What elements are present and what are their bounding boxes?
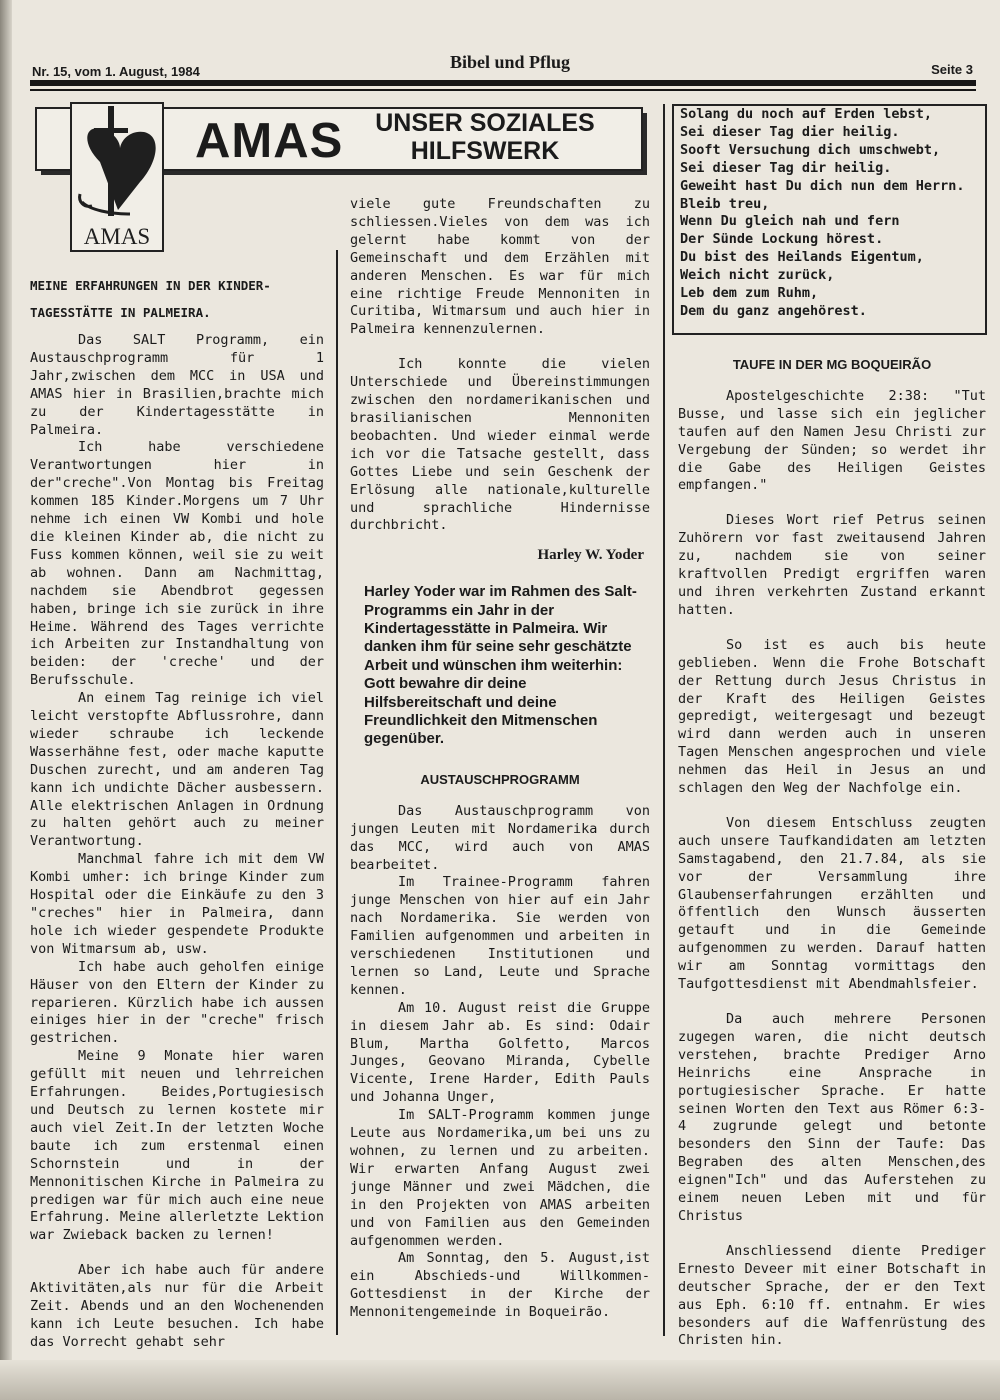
poem [680,106,985,321]
paragraph: Meine 9 Monate hier waren gefüllt mit neuen und lehrreichen Erfahrungen. Beides,Portugiesisch und Deutsch zu lernen kostete mir auch viel Zeit.In der letzten Woche baute ich zum erstenmal einen Schornstein und in der Mennonitischen Kirche in Palmeira zu predigen war für mich auch eine neue Erfahrung. Meine allerletzte Lektion war Zwieback backen zu lernen! [30,1048,324,1244]
column-3 [678,356,986,1350]
paragraph: Von diesem Entschluss zeugten auch unsere Taufkandidaten am letzten Samstagabend, den 21.7.84, als sie vor der Versammlung ihre Glaubenserfahrungen erzählten und öffentlich den Wunsch äusserten getauft und in die Gemeinde aufgenommen zu werden. Darauf hatten wir am Sonntag vormittags den Taufgottesdienst mit Abendmahlsfeier. [678,814,986,993]
header-rule-thick [30,80,976,86]
author-signature: Harley W. Yoder [537,547,644,564]
section-heading: TAUFE IN DER MG BOQUEIRÃO [732,357,932,372]
paragraph: Anschliessend diente Prediger Ernesto Deveer mit einer Botschaft in deutscher Sprache, der er den Text aus Eph. 6:10 ff. entnahm. Er wies besonders auf die Waffenrüstung des Christen hin. [678,1242,986,1349]
column-1 [30,272,324,1352]
paragraph: Ich habe verschiedene Verantwortungen hier in der"creche".Von Montag bis Freitag kommen 185 Kinder.Morgens um 7 Uhr nehme ich einen VW Kombi und hole die kleinen Kinder ab, die nicht zu Fuss kommen können, weil sie zu weit ab wohnen. Dann am Nachmittag, nachdem sie Abendbrot gegessen haben, bringe ich sie zurück in ihre Heime. Während des Tages verrichte ich Arbeiten zur Instandhaltung von beiden: der 'creche' und der Berufsschule. [30,439,324,689]
paragraph: Ich konnte die vielen Unterschiede und Übereinstimmungen zwischen den nordamerikanischen und brasilianischen Mennoniten beobachten. Und wieder einmal werde ich vor die Tatsache gestellt, dass Gottes Liebe und sein Geschenk der Erlösung alle nationale,kulturelle und sprachliche Hindernisse durchbricht. [350,356,650,534]
poem-line: Weich nicht zurück, [680,267,835,284]
editor-note: Harley Yoder war im Rahmen des Salt-Programms ein Jahr in der Kindertagesstätte in Palmeira. Wir danken ihm für seine sehr geschätzte Arbeit und wünschen ihm weiterhin: Gott bewahre dir deine Hilfsbereitschaft und deine Freundlichkeit den Mitmenschen gegenüber. [364,583,637,748]
issue-info: Nr. 15, vom 1. August, 1984 [32,64,200,79]
paragraph: Dieses Wort rief Petrus seinen Zuhörern vor fast zweitausend Jahren zu, nachdem sie von seiner kraftvollen Predigt ergriffen waren und ihren verkehrten Zustand erkannt hatten. [678,512,986,618]
paragraph: Das SALT Programm, ein Austauschprogramm für 1 Jahr,zwischen dem MCC in USA und AMAS hier in Brasilien,brachte mich zu der Kindertagesstätte in Palmeira. [30,332,324,438]
paragraph: Aber ich habe auch für andere Aktivitäten,als nur für die Arbeit Zeit. Abends und an den Wochenenden kann ich Leute besuchen. Ich habe das Vorrecht gehabt sehr [30,1262,324,1350]
article-heading-line-2: TAGESSTÄTTE IN PALMEIRA. [30,305,211,320]
header-rule-thin [30,89,976,91]
poem-line: Geweiht hast Du dich nun dem Herrn. [680,177,965,194]
column-divider-1 [336,250,338,1335]
page-number: Seite 3 [931,62,973,77]
paragraph: Ich habe auch geholfen einige Häuser von den Eltern der Kinder zu reparieren. Kürzlich habe ich aussen einiges hier in der "creche" frisch gestrichen. [30,958,324,1047]
article-heading-line-1: MEINE ERFAHRUNGEN IN DER KINDER- [30,278,271,293]
paragraph: viele gute Freundschaften zu schliessen.Vieles von dem was ich gelernt habe kommt von der Gemeinschaft und dem Erzählen mit anderen Menschen. Es war für mich eine richtige Freude Mennoniten in Curitiba, Witmarsum und auch hier in Palmeira kennenzulernen. [350,196,650,338]
column-divider-2 [663,104,665,1336]
cross-heart-icon [70,102,164,252]
poem-line: Bleib treu, [680,195,770,212]
paragraph: Im Trainee-Programm fahren junge Menschen von hier auf ein Jahr nach Nordamerika. Sie werden von Familien aufgenommen und arbeiten in verschiedenen Institutionen und lernen so Land, Leute und Sprache kennen. [350,874,650,998]
paragraph: Manchmal fahre ich mit dem VW Kombi umher: ich bringe Kinder zum Hospital oder die Einkäufe zu den 3 "creches" hier in Palmeira, dann hole ich wieder gespendete Produkte von Witmarsum ab, usw. [30,851,324,957]
paragraph: An einem Tag reinige ich viel leicht verstopfte Abflussrohre, dann wieder schraube ich leckende Wasserhähne fest, oder mache kaputte Duschen zurecht, und am anderen Tag kann ich undichte Dächer ausbessern. Alle elektrischen Anlagen in Ordnung zu halten gehört auch zu meiner Verantwortung. [30,690,324,850]
section-heading: AUSTAUSCHPROGRAMM [420,771,580,787]
poem-line: Leb dem zum Ruhm, [680,285,819,302]
poem-line: Solang du noch auf Erden lebst, [680,106,932,122]
poem-line: Sei dieser Tag dir heilig. [680,159,892,176]
paragraph: Das Austauschprogramm von jungen Leuten mit Nordamerika durch das MCC, wird auch von AMAS bearbeitet. [350,802,650,873]
amas-logo [70,102,164,252]
banner-amas-title: AMAS [195,114,344,168]
banner-subtitle-1: UNSER SOZIALES [375,109,595,137]
poem-line: Sooft Versuchung dich umschwebt, [680,141,941,158]
poem-line: Du bist des Heilands Eigentum, [680,249,924,266]
article-heading [30,272,324,326]
page-edge-shadow [0,0,12,1400]
paragraph: So ist es auch bis heute geblieben. Wenn die Frohe Botschaft der Rettung durch Jesus Christus in der Kraft des Heiligen Geistes gepredigt, weitergesagt und bezeugt wird dann werden auch in unseren Tagen Menschen angesprochen und viele nehmen das Heil in Jesus an und schlagen den Weg der Nachfolge ein. [678,636,986,797]
paragraph: Am Sonntag, den 5. August,ist ein Abschieds-und Willkommen- Gottesdienst in der Kirche der Mennonitengemeinde in Boqueirão. [350,1250,650,1321]
poem-line: Dem du ganz angehörest. [680,302,867,319]
paragraph: Da auch mehrere Personen zugegen waren, die nicht deutsch verstehen, brachte Prediger Arno Heinrichs eine Ansprache in portugiesischer Sprache. Er hatte seinen Worten den Text aus Römer 6:3-4 zugrunde gelegt und betonte besonders den Sinn der Taufe: Das Begraben des alten Menschen,des eignen"Ich" und das Auferstehen zu einem neuen Leben mit und für Christus [678,1011,986,1224]
newspaper-title: Bibel und Pflug [449,52,571,72]
page-bottom-shadow [0,1360,1000,1400]
poem-line: Sei dieser Tag dier heilig. [680,123,900,140]
paragraph: Apostelgeschichte 2:38: "Tut Busse, und lasse sich ein jeglicher taufen auf den Namen Jesu Christi zur Vergebung der Sünden; so werdet ihr die Gabe des Heiligen Geistes empfangen." [678,387,986,494]
poem-line: Wenn Du gleich nah und fern [680,213,900,230]
banner-subtitle-2: HILFSWERK [410,137,560,165]
paragraph: Am 10. August reist die Gruppe in diesem Jahr ab. Es sind: Odair Blum, Martha Golfetto, Marcos Junges, Geovano Miranda, Cybelle Vicente, Irene Harder, Edith Pauls und Johanna Unger, [350,999,650,1106]
paragraph: Im SALT-Programm kommen junge Leute aus Nordamerika,um bei uns zu wohnen, zu lernen und zu arbeiten. Wir erwarten Anfang August zwei junge Männer und zwei Mädchen, die in den Projekten von AMAS arbeiten und von Familien aus den Gemeinden aufgenommen werden. [350,1107,650,1249]
poem-line: Der Sünde Lockung hörest. [680,231,884,248]
svg-text:AMAS: AMAS [83,224,151,249]
column-2 [350,196,650,1322]
